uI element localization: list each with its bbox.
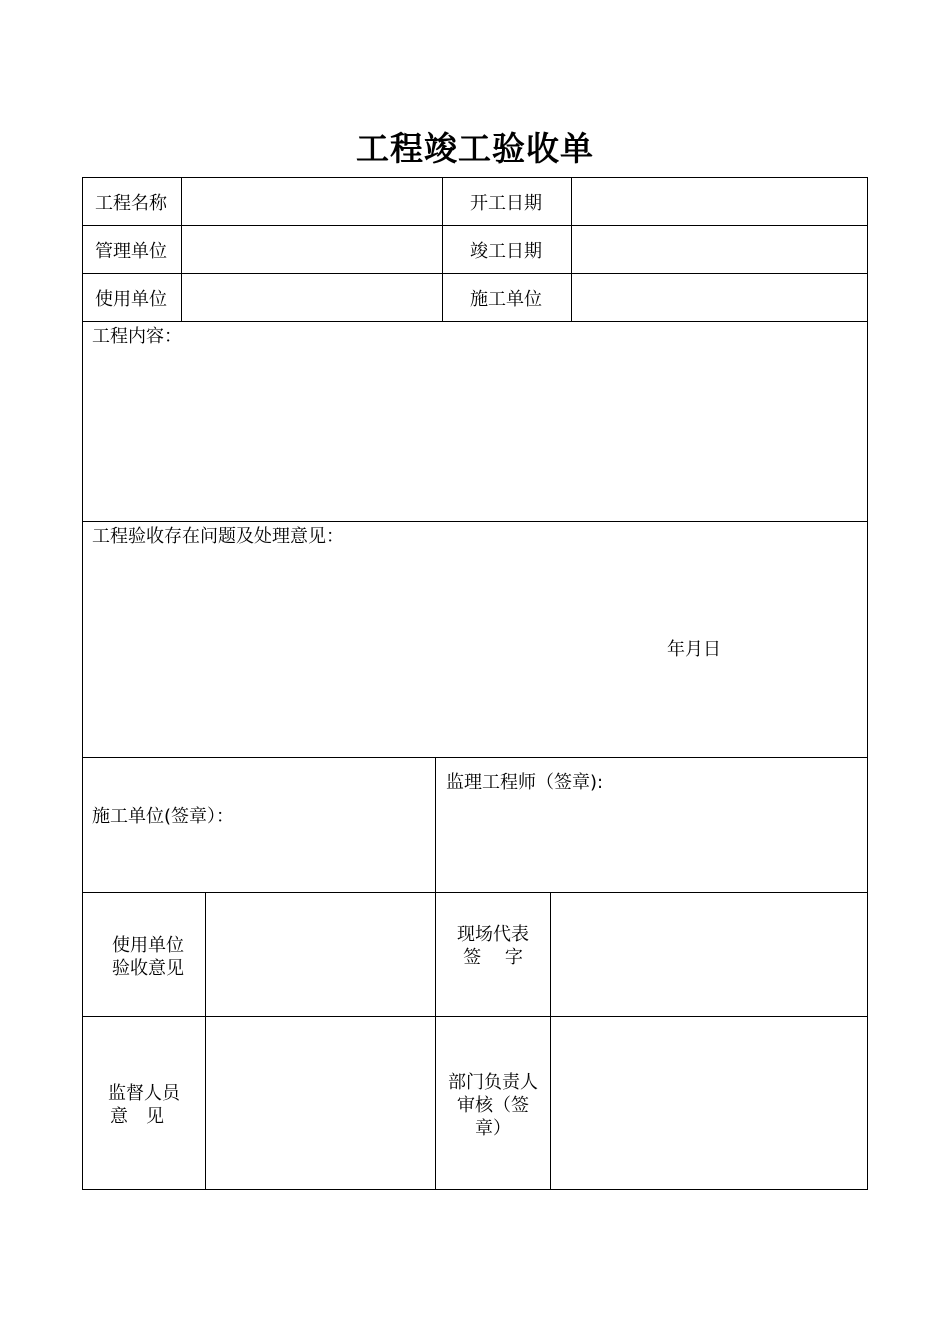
issues-label: 工程验收存在问题及处理意见： [92,526,344,547]
dept-head-field[interactable] [552,1018,866,1189]
project-name-label: 工程名称 [95,193,167,214]
completion-date-label: 竣工日期 [470,241,542,262]
start-date-field[interactable] [573,179,866,224]
column-divider [550,892,551,1190]
construction-unit-field[interactable] [573,275,866,320]
completion-date-field[interactable] [573,227,866,272]
management-unit-field[interactable] [183,227,441,272]
column-divider [205,892,206,1190]
column-divider [571,177,572,321]
onsite-rep-line1: 现场代表 [457,924,529,945]
dept-head-line1: 部门负责人 [448,1072,538,1093]
dept-head-label [440,1071,546,1140]
inspector-line2: 意 见 [110,1106,164,1127]
user-unit-acceptance-field[interactable] [207,894,434,1015]
row-divider [82,521,868,522]
row-divider [82,892,868,893]
user-unit-acceptance-line2: 验收意见 [112,958,184,979]
onsite-rep-line2: 签 字 [463,947,523,968]
start-date-label: 开工日期 [470,193,542,214]
onsite-rep-label [443,923,543,969]
row-divider [82,1016,868,1017]
dept-head-line3: 章） [475,1118,511,1139]
inspector-label [96,1082,192,1128]
row-divider [82,321,868,322]
column-divider [442,177,443,321]
contractor-seal-label: 施工单位(签章）： [92,806,235,827]
user-unit-acceptance-line1: 使用单位 [112,935,184,956]
user-unit-label: 使用单位 [95,289,167,310]
inspector-field[interactable] [207,1018,434,1189]
project-content-label: 工程内容： [92,326,182,347]
project-content-field[interactable] [84,350,866,520]
user-unit-field[interactable] [183,275,441,320]
row-divider [82,225,868,226]
column-divider [181,177,182,321]
dept-head-line2: 审核（签 [457,1095,529,1116]
column-divider [435,757,436,1190]
user-unit-acceptance-label [100,934,196,980]
project-name-field[interactable] [183,179,441,224]
inspector-line1: 监督人员 [108,1083,180,1104]
supervisor-seal-label: 监理工程师（签章): [446,772,604,793]
page-title: 工程竣工验收单 [356,129,594,168]
date-label: 年月日 [667,639,721,660]
construction-unit-label: 施工单位 [470,289,542,310]
row-divider [82,273,868,274]
management-unit-label: 管理单位 [95,241,167,262]
row-divider [82,757,868,758]
onsite-rep-field[interactable] [552,894,866,1015]
